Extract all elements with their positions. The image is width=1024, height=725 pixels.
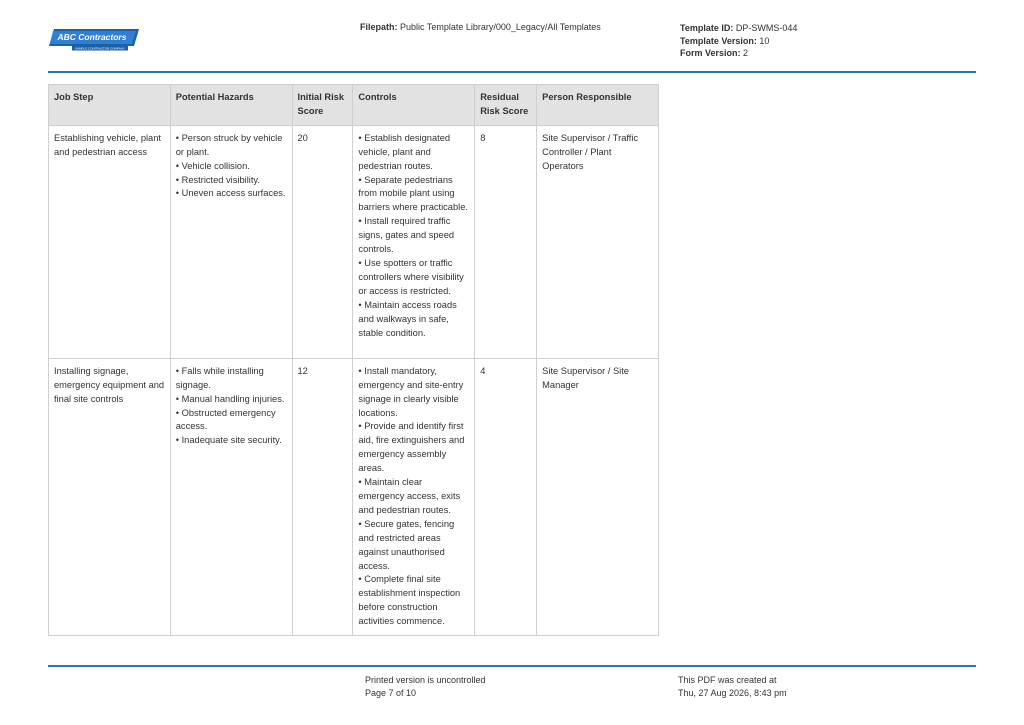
- hazard-item: • Falls while installing signage.: [175, 365, 264, 390]
- table-row: [49, 125, 659, 358]
- control-item: • Install mandatory, emergency and site-entry signage in clearly visible locations.: [358, 365, 464, 418]
- header-person-responsible: Person Responsible: [537, 85, 659, 126]
- controls-cell: [353, 125, 475, 358]
- hazards-cell: [170, 358, 292, 635]
- table-row: [49, 358, 659, 635]
- hazard-item: • Obstructed emergency access.: [175, 407, 276, 432]
- header-controls: Controls: [353, 85, 475, 126]
- header-divider: [48, 71, 976, 73]
- header-potential-hazards: Potential Hazards: [170, 85, 292, 126]
- control-item: • Maintain access roads and walkways in safe, stable condition.: [358, 299, 457, 338]
- filepath-value: Public Template Library/000_Legacy/All Templates: [397, 22, 601, 32]
- created-timestamp: Thu, 27 Aug 2026, 8:43 pm: [678, 687, 787, 698]
- hazard-item: • Manual handling injuries.: [175, 393, 285, 404]
- template-id: [680, 22, 797, 35]
- logo-text: ABC Contractors: [57, 32, 127, 42]
- form-version-value: 2: [740, 48, 749, 58]
- control-item: • Use spotters or traffic controllers where visibility or access is restricted.: [358, 257, 464, 296]
- footer-created: [678, 674, 787, 699]
- company-logo: [48, 27, 140, 53]
- job-step-cell: Installing signage, emergency equipment and final site controls: [49, 358, 171, 635]
- template-id-value: DP-SWMS-044: [733, 23, 798, 33]
- form-version: [680, 47, 797, 60]
- residual-risk-cell: 4: [475, 358, 537, 635]
- filepath-label: Filepath:: [360, 22, 398, 32]
- hazard-item: • Vehicle collision.: [175, 160, 250, 171]
- header-initial-risk-score: Initial Risk Score: [292, 85, 353, 126]
- template-version: [680, 35, 797, 48]
- swms-table: [48, 84, 659, 636]
- page-header: [0, 0, 1024, 74]
- person-responsible-cell: Site Supervisor / Traffic Controller / Plant Operators: [537, 125, 659, 358]
- table-header-row: [49, 85, 659, 126]
- template-id-label: Template ID:: [680, 23, 734, 33]
- hazard-item: • Restricted visibility.: [175, 174, 260, 185]
- page-number: Page 7 of 10: [365, 687, 417, 698]
- logo-tagline: SAMPLE CONTRACTOR COMPANY: [75, 46, 125, 51]
- control-item: • Separate pedestrians from mobile plant using barriers where practicable.: [358, 174, 468, 213]
- job-step-cell: Establishing vehicle, plant and pedestrian access: [49, 125, 171, 358]
- hazard-item: • Uneven access surfaces.: [175, 188, 286, 199]
- template-version-label: Template Version:: [680, 35, 757, 46]
- form-version-label: Form Version:: [680, 48, 741, 58]
- control-item: • Provide and identify first aid, fire extinguishers and emergency assembly areas.: [358, 421, 465, 474]
- hazard-item: • Person struck by vehicle or plant.: [175, 132, 283, 157]
- created-label: This PDF was created at: [678, 675, 777, 685]
- person-responsible-cell: Site Supervisor / Site Manager: [537, 358, 659, 635]
- template-version-value: 10: [756, 35, 770, 46]
- control-item: • Secure gates, fencing and restricted areas against unauthorised access.: [358, 518, 455, 571]
- footer-divider: [48, 665, 976, 667]
- footer-document-status: [365, 674, 486, 699]
- header-residual-risk-score: Residual Risk Score: [475, 85, 537, 126]
- control-item: • Maintain clear emergency access, exits and pedestrian routes.: [358, 477, 461, 515]
- control-item: • Complete final site establishment inspection before construction activities commence.: [358, 574, 461, 627]
- template-meta: [680, 22, 797, 60]
- controls-cell: [353, 358, 475, 635]
- header-job-step: Job Step: [49, 85, 171, 126]
- initial-risk-cell: 12: [292, 358, 353, 635]
- initial-risk-cell: 20: [292, 125, 353, 358]
- hazard-item: • Inadequate site security.: [175, 435, 282, 446]
- hazards-cell: [170, 125, 292, 358]
- uncontrolled-notice: Printed version is uncontrolled: [365, 675, 486, 685]
- filepath: [360, 22, 601, 32]
- residual-risk-cell: 8: [475, 125, 537, 358]
- control-item: • Establish designated vehicle, plant and pedestrian routes.: [358, 132, 451, 171]
- control-item: • Install required traffic signs, gates and speed controls.: [358, 216, 455, 255]
